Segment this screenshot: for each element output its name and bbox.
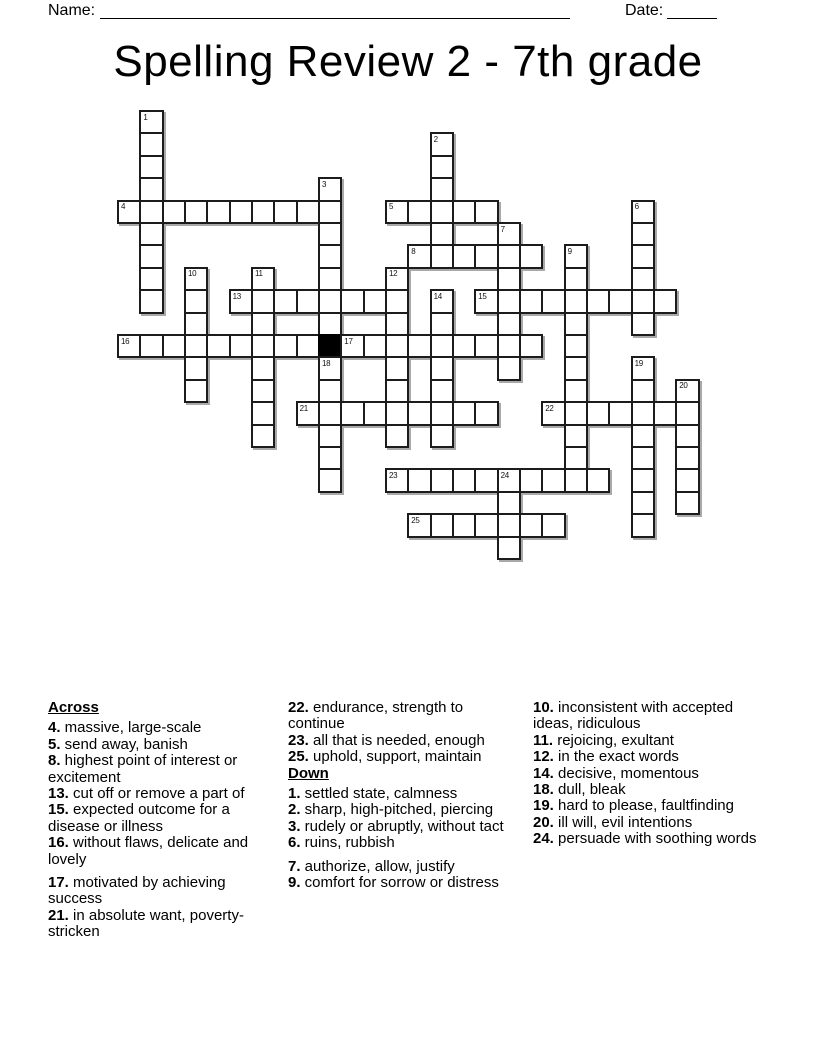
clue-21: 21. in absolute want, poverty-stricken — [48, 906, 244, 941]
cell-number: 22 — [545, 403, 554, 413]
grid-cell — [631, 491, 655, 515]
grid-cell — [675, 491, 699, 515]
clue-section-header-across: Across — [48, 699, 99, 716]
grid-cell — [430, 468, 454, 492]
clue-18: 18. dull, bleak — [533, 781, 626, 799]
grid-cell — [564, 424, 588, 448]
clue-1: 1. settled state, calmness — [288, 785, 458, 803]
grid-cell — [586, 468, 610, 492]
cell-number: 8 — [411, 246, 416, 256]
grid-cell — [184, 379, 208, 403]
grid-cell — [251, 200, 275, 224]
clue-14: 14. decisive, momentous — [533, 764, 699, 782]
grid-cell — [474, 513, 498, 537]
grid-cell — [385, 468, 409, 492]
grid-cell — [407, 513, 431, 537]
grid-cell — [675, 424, 699, 448]
grid-cell — [631, 289, 655, 313]
grid-cell — [385, 379, 409, 403]
grid-cell — [251, 289, 275, 313]
clue-24: 24. persuade with soothing words — [533, 830, 757, 848]
grid-cell — [608, 289, 632, 313]
grid-cell — [273, 289, 297, 313]
grid-cell — [452, 468, 476, 492]
cell-number: 5 — [388, 202, 394, 212]
grid-cell — [340, 334, 364, 358]
grid-cell — [340, 289, 364, 313]
grid-cell — [385, 334, 409, 358]
grid-cell-black — [318, 334, 342, 358]
grid-cell — [541, 513, 565, 537]
cell-number: 19 — [634, 358, 643, 368]
grid-cell — [564, 468, 588, 492]
cell-number: 13 — [232, 291, 241, 301]
grid-cell — [251, 379, 275, 403]
grid-cell — [184, 312, 208, 336]
clue-column-3 — [533, 700, 766, 848]
grid-cell — [251, 424, 275, 448]
grid-cell — [318, 312, 342, 336]
clue-8: 8. highest point of interest or excitement — [48, 752, 238, 786]
cell-number: 3 — [321, 179, 327, 189]
grid-cell — [631, 401, 655, 425]
grid-cell — [452, 334, 476, 358]
grid-cell — [139, 177, 163, 201]
grid-cell — [139, 200, 163, 224]
grid-cell — [407, 244, 431, 268]
grid-cell — [296, 200, 320, 224]
grid-cell — [631, 200, 655, 224]
grid-cell — [184, 334, 208, 358]
cell-number: 23 — [388, 470, 398, 480]
grid-cell — [363, 334, 387, 358]
grid-cell — [430, 356, 454, 380]
cell-number: 7 — [500, 224, 505, 234]
grid-cell — [318, 267, 342, 291]
grid-cell — [318, 446, 342, 470]
grid-cell — [318, 177, 342, 201]
grid-cell — [251, 312, 275, 336]
grid-cell — [519, 244, 543, 268]
grid-cell — [430, 513, 454, 537]
grid-cell — [363, 401, 387, 425]
grid-cell — [564, 289, 588, 313]
cell-number: 14 — [433, 291, 442, 301]
grid-cell — [452, 200, 476, 224]
grid-cell — [385, 401, 409, 425]
grid-cell — [430, 155, 454, 179]
grid-cell — [631, 379, 655, 403]
date-blank-line — [667, 17, 717, 19]
grid-cell — [631, 513, 655, 537]
grid-cell — [564, 446, 588, 470]
grid-cell — [541, 468, 565, 492]
grid-cell — [497, 289, 521, 313]
grid-cell — [564, 334, 588, 358]
grid-cell — [430, 424, 454, 448]
grid-cell — [273, 200, 297, 224]
cell-number: 9 — [567, 246, 572, 256]
grid-cell — [430, 177, 454, 201]
grid-cell — [474, 401, 498, 425]
grid-cell — [318, 401, 342, 425]
grid-cell — [586, 401, 610, 425]
grid-cell — [519, 289, 543, 313]
cell-number: 21 — [299, 403, 308, 413]
grid-cell — [318, 356, 342, 380]
grid-cell — [229, 200, 253, 224]
grid-cell — [385, 289, 409, 313]
date-label: Date: — [625, 2, 664, 19]
grid-cell — [251, 401, 275, 425]
grid-cell — [631, 356, 655, 380]
cell-number: 10 — [187, 269, 197, 279]
clue-19: 19. hard to please, faultfinding — [533, 797, 734, 815]
clue-2: 2. sharp, high-pitched, piercing — [288, 801, 494, 819]
grid-cell — [452, 244, 476, 268]
grid-cell — [385, 424, 409, 448]
grid-cell — [541, 289, 565, 313]
grid-cell — [430, 379, 454, 403]
clue-20: 20. ill will, evil intentions — [533, 813, 693, 831]
grid-cell — [206, 334, 230, 358]
grid-cell — [139, 155, 163, 179]
cell-number: 18 — [321, 358, 331, 368]
clue-25: 25. uphold, support, maintain — [288, 748, 482, 766]
grid-cell — [318, 200, 342, 224]
clue-section-header-down: Down — [288, 764, 329, 782]
clue-7: 7. authorize, allow, justify — [288, 857, 455, 875]
grid-cell — [318, 424, 342, 448]
grid-cell — [184, 356, 208, 380]
grid-cell — [251, 356, 275, 380]
grid-cell — [206, 200, 230, 224]
grid-cell — [474, 334, 498, 358]
clue-15: 15. expected outcome for a disease or illness — [48, 801, 230, 835]
grid-cell — [430, 401, 454, 425]
grid-cell — [318, 244, 342, 268]
grid-cell — [318, 222, 342, 246]
grid-cell — [541, 401, 565, 425]
grid-cell — [407, 468, 431, 492]
grid-cell — [631, 244, 655, 268]
grid-cell — [251, 334, 275, 358]
grid-cell — [117, 200, 141, 224]
grid-cell — [631, 446, 655, 470]
grid-cell — [296, 401, 320, 425]
grid-cell — [139, 289, 163, 313]
grid-cell — [497, 356, 521, 380]
grid-cell — [296, 289, 320, 313]
grid-cell — [497, 312, 521, 336]
grid-cell — [608, 401, 632, 425]
grid-cell — [407, 401, 431, 425]
grid-cell — [675, 401, 699, 425]
crossword-grid — [117, 110, 699, 560]
grid-cell — [385, 267, 409, 291]
cell-number: 4 — [121, 202, 126, 212]
grid-cell — [631, 222, 655, 246]
grid-cell — [430, 289, 454, 313]
name-blank-line — [100, 17, 570, 19]
clue-9: 9. comfort for sorrow or distress — [288, 874, 499, 892]
clue-12: 12. in the exact words — [533, 748, 679, 766]
grid-cell — [318, 289, 342, 313]
grid-cell — [675, 446, 699, 470]
clue-17: 17. motivated by achieving success — [48, 874, 226, 908]
grid-cell — [139, 267, 163, 291]
grid-cell — [407, 200, 431, 224]
grid-cell — [564, 401, 588, 425]
clue-column-2 — [288, 700, 521, 891]
grid-cell — [452, 401, 476, 425]
grid-cell — [430, 312, 454, 336]
grid-cell — [430, 244, 454, 268]
grid-cell — [229, 334, 253, 358]
grid-cell — [139, 132, 163, 156]
grid-cell — [564, 312, 588, 336]
grid-cell — [519, 513, 543, 537]
grid-cell — [162, 200, 186, 224]
cell-number: 1 — [143, 112, 148, 122]
grid-cell — [407, 334, 431, 358]
grid-cell — [430, 132, 454, 156]
grid-cell — [497, 468, 521, 492]
grid-cell — [385, 356, 409, 380]
grid-cell — [139, 110, 163, 134]
clue-13: 13. cut off or remove a part of — [48, 785, 245, 803]
grid-cell — [162, 334, 186, 358]
clue-22: 22. endurance, strength to continue — [288, 699, 464, 733]
cell-number: 6 — [634, 202, 639, 212]
grid-cell — [564, 244, 588, 268]
page-title: Spelling Review 2 - 7th grade — [113, 37, 703, 86]
grid-cell — [631, 468, 655, 492]
grid-cell — [675, 468, 699, 492]
grid-cell — [430, 222, 454, 246]
grid-cell — [564, 356, 588, 380]
grid-cell — [385, 200, 409, 224]
grid-cell — [653, 289, 677, 313]
grid-cell — [474, 200, 498, 224]
grid-cell — [184, 200, 208, 224]
grid-cell — [184, 289, 208, 313]
grid-cell — [631, 312, 655, 336]
grid-cell — [653, 401, 677, 425]
cell-number: 17 — [344, 336, 353, 346]
grid-cell — [117, 334, 141, 358]
grid-cell — [139, 244, 163, 268]
grid-cell — [318, 379, 342, 403]
cell-number: 24 — [500, 470, 509, 480]
grid-cell — [497, 267, 521, 291]
grid-cell — [497, 222, 521, 246]
grid-cell — [586, 289, 610, 313]
grid-cell — [139, 222, 163, 246]
cell-number: 12 — [388, 269, 398, 279]
grid-cell — [363, 289, 387, 313]
clue-5: 5. send away, banish — [48, 735, 188, 753]
grid-cell — [675, 379, 699, 403]
clue-3: 3. rudely or abruptly, without tact — [288, 817, 504, 835]
grid-cell — [519, 334, 543, 358]
grid-cell — [273, 334, 297, 358]
clue-column-1 — [48, 700, 281, 941]
grid-cell — [139, 334, 163, 358]
grid-cell — [564, 267, 588, 291]
name-label: Name: — [48, 2, 96, 19]
clue-6: 6. ruins, rubbish — [288, 834, 395, 852]
grid-cell — [497, 334, 521, 358]
cell-number: 20 — [679, 381, 688, 391]
cell-number: 16 — [121, 336, 130, 346]
grid-cell — [631, 267, 655, 291]
cell-number: 25 — [411, 515, 420, 525]
grid-cell — [474, 468, 498, 492]
grid-cell — [385, 312, 409, 336]
grid-cell — [229, 289, 253, 313]
grid-cell — [318, 468, 342, 492]
grid-cell — [340, 401, 364, 425]
cell-number: 11 — [254, 269, 263, 279]
grid-cell — [452, 513, 476, 537]
grid-cell — [497, 536, 521, 560]
clue-16: 16. without flaws, delicate and lovely — [48, 834, 249, 868]
grid-cell — [430, 334, 454, 358]
cell-number: 2 — [433, 134, 438, 144]
grid-cell — [251, 267, 275, 291]
grid-cell — [296, 334, 320, 358]
grid-cell — [474, 244, 498, 268]
clue-4: 4. massive, large-scale — [48, 719, 202, 737]
cell-number: 15 — [478, 291, 487, 301]
clue-10: 10. inconsistent with accepted ideas, ridiculous — [533, 699, 734, 733]
grid-cell — [430, 200, 454, 224]
grid-cell — [497, 491, 521, 515]
grid-cell — [184, 267, 208, 291]
clue-23: 23. all that is needed, enough — [288, 731, 485, 749]
grid-cell — [631, 424, 655, 448]
grid-cell — [497, 244, 521, 268]
grid-cell — [519, 468, 543, 492]
clue-11: 11. rejoicing, exultant — [533, 731, 674, 749]
grid-cell — [474, 289, 498, 313]
grid-cell — [497, 513, 521, 537]
grid-cell — [564, 379, 588, 403]
